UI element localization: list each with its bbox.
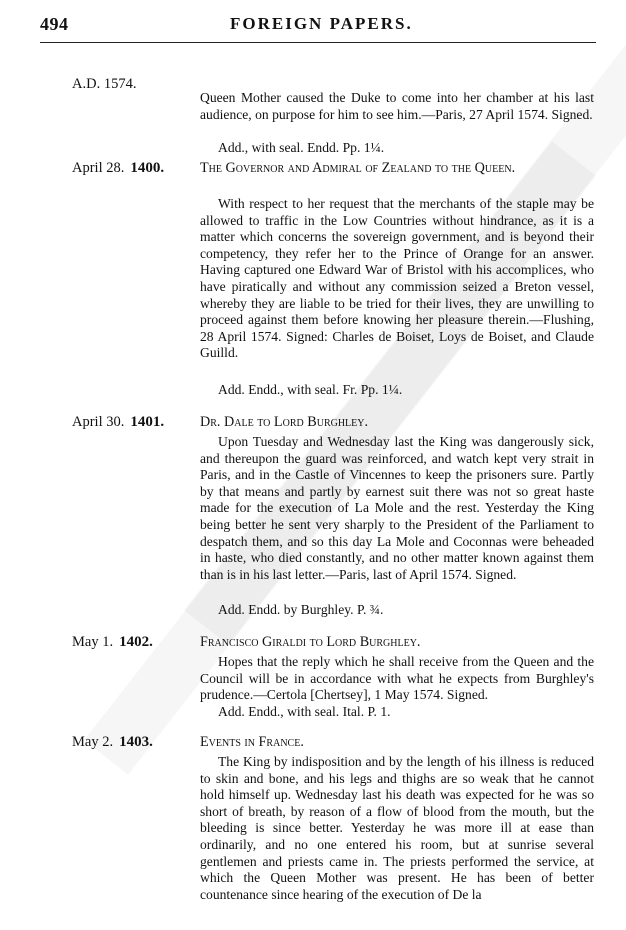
entry-date: April 30. xyxy=(72,414,125,430)
entry-title: Events in France. xyxy=(200,734,304,750)
entry-side-label xyxy=(72,414,164,431)
entry-body xyxy=(200,754,594,903)
entry-body xyxy=(200,196,594,362)
entry-endorsement: Add. Endd. by Burghley. P. ¾. xyxy=(218,602,384,617)
entry-paragraph: Upon Tuesday and Wednesday last the King was dangerously sick, and thereupon the guard was reinforced, and watch kept very strait in Paris, and in the Castle of Vincennes to keep the prisoners sure. Partly by that means and partly by earnest suit there was not so great haste made for the execution of La Mole and the rest. Yesterday the King being better he sent very sharply to the President of the Parliament to despatch them, and so this day La Mole and Coconnas were beheaded in haste, who died constantly, and no other matter known against them than is in his last letter.—Paris, last of April 1574. Signed. xyxy=(200,434,594,582)
entry-paragraph: With respect to her request that the merchants of the staple may be allowed to traffic in the Low Countries without hindrance, as it is a matter which concerns the sovereign government, and is beyond their competency, they refer her to the Prince of Orange for an answer. Having captured one Edward War of Bristol with his accomplices, who have piratically and without any commission seized a Breton vessel, whereby they are liable to be tried for their lives, they are unwilling to proceed against them before knowing her pleasure therein.—Flushing, 28 April 1574. Signed: Charles de Boiset, Loys de Boiset, and Claude Guilld. xyxy=(200,196,594,361)
entry-paragraph: Hopes that the reply which he shall receive from the Queen and the Council will be in accordance with what he expects from Burghley's prudence.—Certola [Chertsey], 1 May 1574. Signed. xyxy=(200,654,594,703)
entry-title: Dr. Dale to Lord Burghley. xyxy=(200,414,369,430)
entry-side-label xyxy=(72,734,153,751)
entry-side-label xyxy=(72,160,164,177)
entry-body xyxy=(200,654,594,704)
page-header xyxy=(40,8,596,43)
entry-date: May 2. xyxy=(72,734,114,750)
entry-number: 1403. xyxy=(119,734,153,750)
entry-number: 1402. xyxy=(119,634,153,650)
year-label: A.D. 1574. xyxy=(72,76,137,92)
entry-title: The Governor and Admiral of Zealand to the Queen. xyxy=(200,160,516,176)
entry-endorsement: Add. Endd., with seal. Ital. P. 1. xyxy=(218,704,391,719)
continuation-endorsement: Add., with seal. Endd. Pp. 1¼. xyxy=(218,140,385,155)
entry-number: 1401. xyxy=(130,414,165,430)
entry-number: 1400. xyxy=(130,160,165,176)
entry-title: Francisco Giraldi to Lord Burghley. xyxy=(200,634,421,650)
entry-date: May 1. xyxy=(72,634,114,650)
continuation-text xyxy=(200,90,594,123)
entry-body xyxy=(200,434,594,583)
entry-endorsement: Add. Endd., with seal. Fr. Pp. 1¼. xyxy=(218,382,403,397)
entry-date: April 28. xyxy=(72,160,125,176)
page-number: 494 xyxy=(40,14,69,34)
continuation-paragraph: Queen Mother caused the Duke to come into her chamber at his last audience, on purpose for him to see him.—Paris, 27 April 1574. Signed. xyxy=(200,90,594,122)
entry-paragraph: The King by indisposition and by the length of his illness is reduced to skin and bone, and his legs and thighs are so weak that he cannot hold himself up. Wednesday last his death was expected for he was so short of breath, by reason of a flow of blood from the mouth, but the bleeding is since better. Yesterday he was more ill at ease than ordinarily, and no one entered his room, but at sunrise several gentlemen and priests came in. The priests performed the service, at which the Queen Mother was present. He has been of better countenance since hearing of the execution of De la xyxy=(200,754,594,902)
entry-side-label xyxy=(72,634,153,651)
running-title: FOREIGN PAPERS. xyxy=(230,14,413,33)
